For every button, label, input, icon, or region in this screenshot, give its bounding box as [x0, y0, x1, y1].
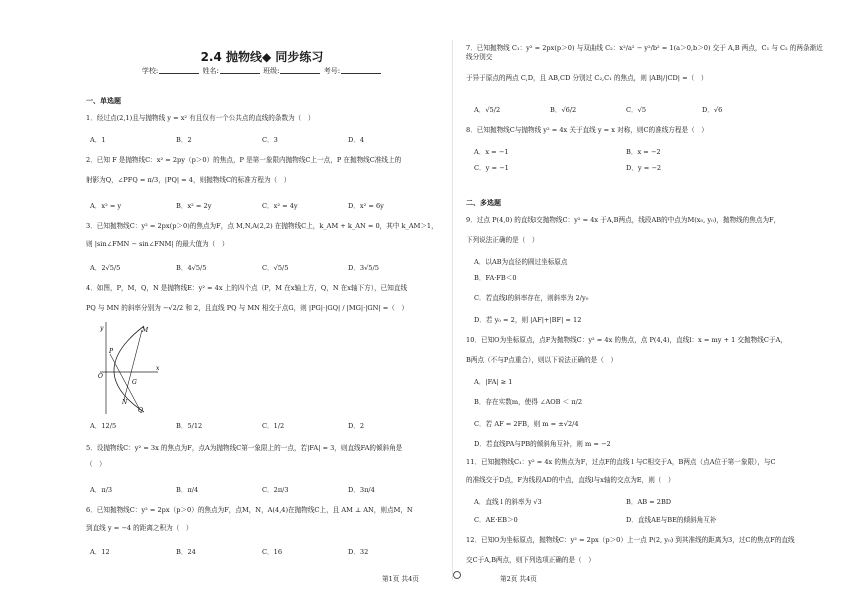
- right-column: [466, 0, 826, 608]
- option: A．以AB为直径的圆过坐标原点: [474, 258, 568, 266]
- option: A．直线 l 的斜率为 √3: [474, 498, 542, 506]
- page-number-left: 第1页 共4页: [382, 575, 419, 583]
- school-label: 学校:: [141, 67, 159, 75]
- question-stem-cont: （ ）: [86, 460, 106, 468]
- option: D．√6: [702, 106, 723, 114]
- point-label-m: M: [142, 327, 149, 334]
- option: D．若 y₀ = 2，则 |AF|+|BF| = 12: [474, 316, 582, 324]
- question-stem-cont: 于异于原点的两点 C,D，且 AB,CD 分别过 C₂,C₁ 的焦点，则 |AB|/|CD| =（ ）: [466, 74, 708, 82]
- option: B．√6/2: [550, 106, 577, 114]
- column-divider: [452, 40, 453, 580]
- question-stem: 6．已知抛物线C：y² = 2px（p＞0）的焦点为F，点M，N，A(4,4)在抛物线C上，且 AM ⊥ AN，则点M，N: [86, 506, 413, 514]
- question-stem-cont: 下列说法正确的是（ ）: [466, 236, 539, 244]
- option: A．√5/2: [474, 106, 501, 114]
- option: D．3√5/5: [348, 264, 379, 272]
- option: C．AE·EB＞0: [474, 516, 518, 524]
- question-stem-cont: 射影为Q，∠PFQ = π/3，|PQ| = 4，则抛物线C的标准方程为（ ）: [86, 176, 291, 184]
- option: A．x = −1: [474, 148, 509, 156]
- option: C．3: [262, 136, 278, 144]
- student-info-line: [82, 66, 442, 76]
- option: B．FA·FB＜0: [474, 274, 517, 282]
- option: D．3π/4: [348, 486, 375, 494]
- question-stem: 12．已知O为坐标原点，抛物线C：y² = 2px（p＞0）上一点 P(2, y₀) 到其准线的距离为3，过C的焦点F的直线: [466, 536, 795, 544]
- option: D．直线AE与BE的倾斜角互补: [626, 516, 717, 524]
- option: A．π/3: [90, 486, 113, 494]
- question-stem: 4．如图，P，M，Q，N 是抛物线E：y² = 4x 上的四个点（P，M 在x轴上方，Q，N 在x轴下方），已知直线: [86, 284, 408, 292]
- exam-no-label: 考号:: [323, 67, 341, 75]
- question-stem: 10．已知O为坐标原点，点F为抛物线C：y² = 4x 的焦点，点 P(4,4)，直线l：x = my + 1 交抛物线C于A，: [466, 336, 787, 344]
- option: C．若直线l的斜率存在，则斜率为 2/y₀: [474, 294, 589, 302]
- page-number-right: 第2页 共4页: [500, 575, 537, 583]
- option: B．存在实数m，使得 ∠AOB ＜ π/2: [474, 398, 583, 406]
- axis-label-y: y: [100, 325, 104, 332]
- option: B．AB = 2BD: [626, 498, 672, 506]
- option: C．若 AF = 2FB，则 m = ±√2/4: [474, 420, 579, 428]
- option: A．x² = y: [90, 202, 122, 210]
- page-title: 2.4 抛物线◆ 同步练习: [200, 50, 324, 64]
- question-stem-cont: 的准线交于D点，F为线段AD的中点，直线l与x轴的交点为E，则（ ）: [466, 476, 675, 484]
- question-stem: 3．已知抛物线C：y² = 2px(p＞0)的焦点为F，点 M,N,A(2,2) 在抛物线C上，k_AM + k_AN = 0，其中 k_AM＞1，: [86, 222, 438, 230]
- option: A．|FA| ≥ 1: [474, 378, 513, 386]
- origin-label: O: [98, 373, 103, 380]
- name-label: 姓名:: [202, 67, 219, 75]
- point-label-g: G: [132, 379, 137, 386]
- option: B．2: [176, 136, 192, 144]
- section-heading-single: 一、单选题: [86, 97, 121, 105]
- question-stem-cont: 则 |sin∠FMN − sin∠FNM| 的最大值为（ ）: [86, 240, 229, 248]
- option: D．若直线PA与PB的倾斜角互补，则 m = −2: [474, 440, 611, 448]
- class-blank[interactable]: [280, 66, 320, 74]
- option: B．5/12: [176, 422, 203, 430]
- question-stem-cont: B两点（不与P点重合），则以下说法正确的是（ ）: [466, 356, 618, 364]
- left-column: [82, 0, 442, 608]
- option: C．1/2: [262, 422, 285, 430]
- option: A．1: [90, 136, 106, 144]
- option: C．y = −1: [474, 164, 509, 172]
- option: D．x² = 6y: [348, 202, 384, 210]
- option: D．2: [348, 422, 365, 430]
- point-label-p: P: [109, 348, 114, 355]
- question-stem-cont: PQ 与 MN 的斜率分别为 −√2/2 和 2，且直线 PQ 与 MN 相交于点G，则 |PG|·|GQ| / |MG|·|GN| =（ ）: [86, 304, 409, 312]
- parabola-figure: [96, 320, 162, 416]
- option: A．12: [90, 548, 110, 556]
- option: D．32: [348, 548, 369, 556]
- axis-label-x: x: [156, 365, 160, 372]
- question-stem-cont: 交C于A,B两点，则下列选项正确的是（ ）: [466, 556, 595, 564]
- option: A．2√5/5: [90, 264, 121, 272]
- question-stem: 11．已知抛物线C₁：y² = 4x 的焦点为F，过点F的直线 l 与C相交于A，B两点（点A位于第一象限），与C: [466, 458, 776, 466]
- point-label-n: N: [122, 399, 128, 406]
- question-stem: 2．已知 F 是抛物线C：x² = 2py（p＞0）的焦点，P 是第一象限内抛物线C上一点，P 在抛物线C准线上的: [86, 156, 402, 164]
- option: D．4: [348, 136, 365, 144]
- option: C．2π/3: [262, 486, 289, 494]
- question-stem: 1．经过点(2,1)且与抛物线 y = x² 有且仅有一个公共点的直线的条数为（ ）: [86, 114, 315, 122]
- option: C．√5/5: [262, 264, 289, 272]
- exam-no-blank[interactable]: [341, 66, 381, 74]
- option: B．x = −2: [626, 148, 661, 156]
- question-stem: 8．已知抛物线C与抛物线 y² = 4x 关于直线 y = x 对称，则C的准线方程是（ ）: [466, 126, 708, 134]
- option: B．π/4: [176, 486, 199, 494]
- question-stem: 9．过点 P(4,0) 的直线l交抛物线C：y² = 4x 于A,B两点，线段AB的中点为M(x₀, y₀)，抛物线的焦点为F，: [466, 216, 781, 224]
- option: C．16: [262, 548, 283, 556]
- question-stem: 5．设抛物线C：y² = 3x 的焦点为F，点A为抛物线C第一象限上的一点，若|FA| = 3，则直线FA的倾斜角是: [86, 444, 403, 452]
- option: C．√5: [626, 106, 647, 114]
- name-blank[interactable]: [220, 66, 260, 74]
- option: B．4√5/5: [176, 264, 207, 272]
- option: C．x² = 4y: [262, 202, 298, 210]
- option: D．y = −2: [626, 164, 662, 172]
- class-label: 班级:: [263, 67, 280, 75]
- binding-hole-icon: [453, 571, 461, 579]
- school-blank[interactable]: [159, 66, 199, 74]
- question-stem: 7．已知抛物线 C₁：y² = 2px(p＞0) 与双曲线 C₂：x²/a² − y²/b² = 1(a＞0,b＞0) 交于 A,B 两点，C₁ 与 C₂ 的两条渐近线分别交: [466, 44, 823, 61]
- point-label-q: Q: [138, 407, 143, 414]
- option: B．24: [176, 548, 196, 556]
- option: A．12/5: [90, 422, 117, 430]
- section-heading-multi: 二、多选题: [466, 199, 501, 207]
- question-stem-cont: 到直线 y = −4 的距离之积为（ ）: [86, 524, 193, 532]
- option: B．x² = 2y: [176, 202, 212, 210]
